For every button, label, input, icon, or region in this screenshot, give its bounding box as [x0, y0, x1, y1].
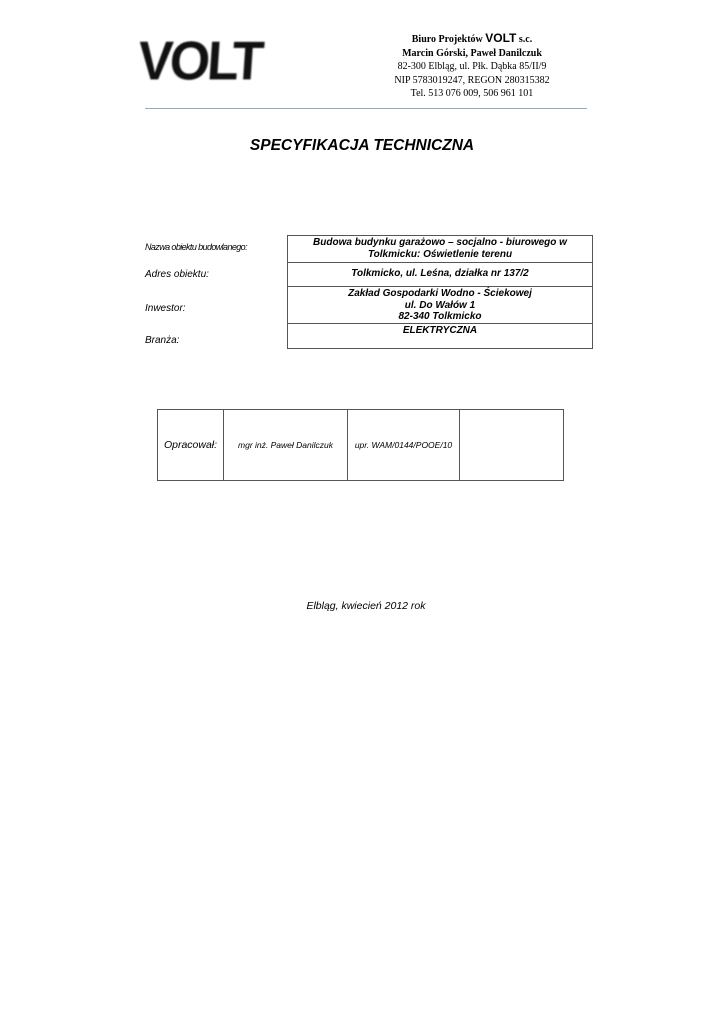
place-date: Elbląg, kwiecień 2012 rok: [306, 600, 426, 612]
object-address-value: Tolkmicko, ul. Leśna, działka nr 137/2: [288, 263, 592, 287]
document-title: SPECYFIKACJA TECHNICZNA: [249, 137, 475, 154]
signature-table: [157, 409, 564, 481]
branch-label: Branża:: [145, 335, 180, 346]
company-name-suffix: s.c.: [518, 34, 533, 45]
company-header: [372, 32, 572, 101]
object-name-label: Nazwa obiektu budowlanego:: [145, 242, 247, 252]
author-name: mgr inż. Paweł Danilczuk: [224, 410, 348, 480]
details-table: [287, 235, 593, 349]
company-ids: NIP 5783019247, REGON 280315382: [394, 74, 550, 86]
investor-line-1: Zakład Gospodarki Wodno - Ściekowej: [348, 288, 532, 299]
company-name-prefix: Biuro Projektów: [411, 34, 483, 45]
investor-line-2: ul. Do Wałów 1: [404, 299, 476, 311]
investor-line-3: 82-340 Tolkmicko: [398, 311, 482, 322]
investor-label: Inwestor:: [145, 303, 186, 314]
author-label: Opracował:: [158, 410, 224, 480]
investor-value: [288, 287, 592, 324]
object-address-label: Adres obiektu:: [145, 269, 209, 280]
branch-value: ELEKTRYCZNA: [402, 325, 478, 336]
volt-logo: VOLT: [136, 30, 264, 92]
company-name: [372, 32, 572, 47]
author-license: upr. WAM/0144/POOE/10: [348, 410, 460, 480]
object-name-value: Budowa budynku garażowo – socjalno - biurowego w Tolkmicku: Oświetlenie terenu: [288, 236, 592, 263]
company-address: 82-300 Elbląg, ul. Płk. Dąbka 85/II/9: [397, 61, 547, 72]
header-divider: [145, 108, 587, 109]
signature-box: [460, 410, 563, 480]
company-partners: Marcin Górski, Paweł Danilczuk: [402, 47, 542, 59]
company-phone: Tel. 513 076 009, 506 961 101: [410, 88, 534, 99]
company-name-brand: VOLT: [485, 31, 517, 45]
